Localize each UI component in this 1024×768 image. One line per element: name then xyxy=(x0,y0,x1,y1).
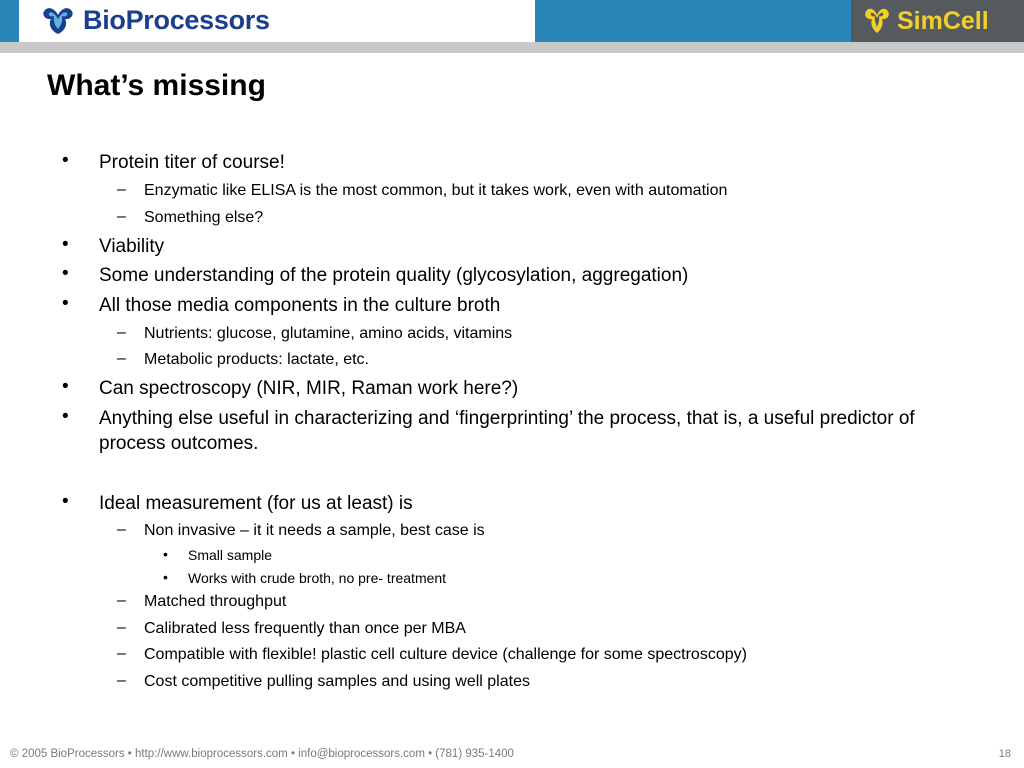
bullet-marker: – xyxy=(117,672,126,689)
bullet-marker: – xyxy=(117,181,126,198)
bullet-marker: • xyxy=(62,150,69,171)
bullet-marker: • xyxy=(62,406,69,427)
bullet-marker: • xyxy=(62,234,69,255)
bullet-marker: • xyxy=(62,376,69,397)
bullet-text: Calibrated less frequently than once per MBA xyxy=(144,620,466,637)
bullet-marker: • xyxy=(163,569,168,585)
slide-title: What’s missing xyxy=(47,69,266,102)
bullet-text: Non invasive – it it needs a sample, best case is xyxy=(144,522,485,539)
bullet-text: Metabolic products: lactate, etc. xyxy=(144,351,369,368)
bioprocessors-logo xyxy=(19,0,535,42)
bullet-text: Enzymatic like ELISA is the most common, but it takes work, even with automation xyxy=(144,182,728,199)
bullet-marker: – xyxy=(117,324,126,341)
bullet-text: Cost competitive pulling samples and using well plates xyxy=(144,673,530,690)
bullet-text: Ideal measurement (for us at least) is xyxy=(99,493,413,514)
bullet-text: All those media components in the culture broth xyxy=(99,295,501,316)
bullet-text: Protein titer of course! xyxy=(99,152,285,173)
bullet-marker: • xyxy=(163,546,168,562)
bullet-marker: • xyxy=(62,263,69,284)
simcell-logo xyxy=(851,0,1024,42)
bioprocessors-logo-icon xyxy=(39,4,77,38)
bioprocessors-logo-text: BioProcessors xyxy=(83,5,270,35)
footer-text: © 2005 BioProcessors • http://www.bioprocessors.com • info@bioprocessors.com • (781) 935-1400 xyxy=(10,748,514,760)
bullet-marker: – xyxy=(117,645,126,662)
bullet-text: Something else? xyxy=(144,209,264,226)
bullet-text: Small sample xyxy=(188,547,273,563)
bullet-text: Viability xyxy=(99,236,165,257)
header-divider xyxy=(0,42,1024,53)
bullet-text: Nutrients: glucose, glutamine, amino acids, vitamins xyxy=(144,325,513,342)
simcell-logo-icon xyxy=(863,6,891,36)
simcell-logo-text: SimCell xyxy=(897,7,989,35)
bullet-marker: – xyxy=(117,592,126,609)
bullet-text: Can spectroscopy (NIR, MIR, Raman work here?) xyxy=(99,378,519,399)
bullet-text: Matched throughput xyxy=(144,593,287,610)
bullet-marker: – xyxy=(117,350,126,367)
bullet-marker: – xyxy=(117,521,126,538)
bullet-marker: • xyxy=(62,293,69,314)
bullet-marker: – xyxy=(117,208,126,225)
bullet-text: Anything else useful in characterizing and ‘fingerprinting’ the process, that is, a useful predictor of process outcomes. xyxy=(99,408,915,454)
bullet-marker: • xyxy=(62,491,69,512)
bullet-text: Some understanding of the protein quality (glycosylation, aggregation) xyxy=(99,265,689,286)
bullet-text: Works with crude broth, no pre- treatment xyxy=(188,570,447,586)
page-number: 18 xyxy=(998,748,1011,760)
bullet-text: Compatible with flexible! plastic cell culture device (challenge for some spectroscopy) xyxy=(144,646,747,663)
bullet-marker: – xyxy=(117,619,126,636)
